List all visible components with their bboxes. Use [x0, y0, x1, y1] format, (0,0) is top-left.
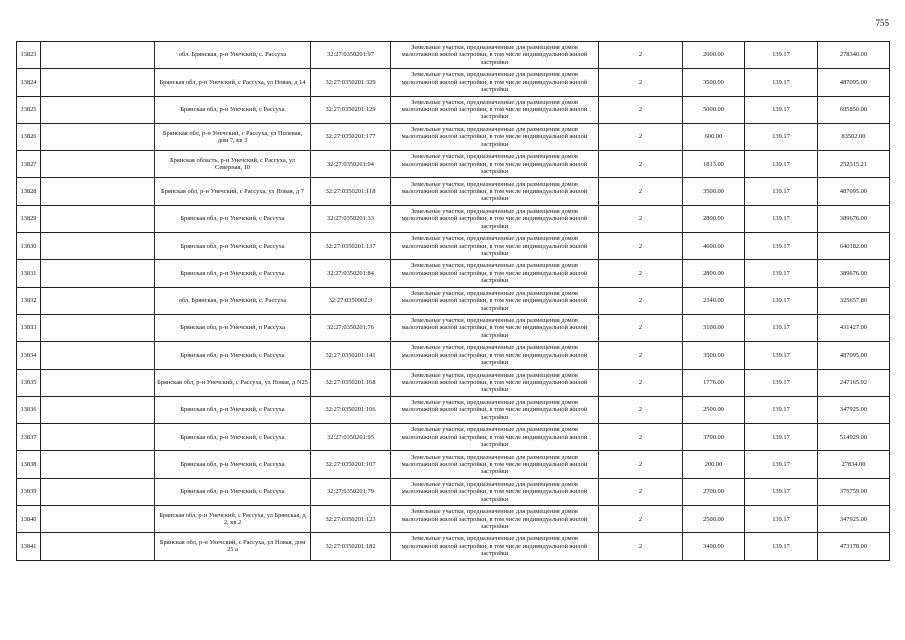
group-cell: 2	[599, 451, 683, 478]
specific-value-cell: 139.17	[745, 96, 818, 123]
cadastral-value-cell: 375759.00	[818, 478, 890, 505]
group-cell: 2	[599, 533, 683, 560]
specific-value-cell: 139.17	[745, 287, 818, 314]
group-cell: 2	[599, 478, 683, 505]
land-use-cell: Земельные участки, предназначенные для размещения домов малоэтажной жилой застройки, в том числе индивидуальной жилой застройки	[391, 205, 599, 232]
row-number-cell: 13826	[17, 123, 41, 150]
row-number-cell: 13829	[17, 205, 41, 232]
address-cell: Брянская обл, р-н Унечский, с Рассуха	[155, 205, 311, 232]
row-number-cell: 13831	[17, 260, 41, 287]
row-number-cell: 13832	[17, 287, 41, 314]
row-number-cell: 13834	[17, 342, 41, 369]
specific-value-cell: 139.17	[745, 506, 818, 533]
table-row	[17, 123, 890, 150]
cadastral-value-cell: 278340.00	[818, 42, 890, 69]
specific-value-cell: 139.17	[745, 42, 818, 69]
group-cell: 2	[599, 96, 683, 123]
group-cell: 2	[599, 178, 683, 205]
table-row	[17, 260, 890, 287]
cadastral-value-cell: 247165.92	[818, 369, 890, 396]
blank-cell	[41, 314, 155, 341]
table-row	[17, 151, 890, 178]
cadastral-number-cell: 32:27:0350201:76	[311, 314, 391, 341]
cadastral-value-cell: 431427.00	[818, 314, 890, 341]
blank-cell	[41, 42, 155, 69]
land-use-cell: Земельные участки, предназначенные для размещения домов малоэтажной жилой застройки, в том числе индивидуальной жилой застройки	[391, 151, 599, 178]
area-cell: 2800.00	[683, 260, 745, 287]
table-row	[17, 396, 890, 423]
area-cell: 2000.00	[683, 42, 745, 69]
row-number-cell: 13836	[17, 396, 41, 423]
land-use-cell: Земельные участки, предназначенные для размещения домов малоэтажной жилой застройки, в том числе индивидуальной жилой застройки	[391, 96, 599, 123]
blank-cell	[41, 533, 155, 560]
specific-value-cell: 139.17	[745, 151, 818, 178]
blank-cell	[41, 342, 155, 369]
row-number-cell: 13827	[17, 151, 41, 178]
land-use-cell: Земельные участки, предназначенные для размещения домов малоэтажной жилой застройки, в том числе индивидуальной жилой застройки	[391, 123, 599, 150]
land-use-cell: Земельные участки, предназначенные для размещения домов малоэтажной жилой застройки, в том числе индивидуальной жилой застройки	[391, 233, 599, 260]
blank-cell	[41, 451, 155, 478]
table-row	[17, 424, 890, 451]
cadastral-value-cell: 389676.00	[818, 205, 890, 232]
area-cell: 2500.00	[683, 506, 745, 533]
cadastral-number-cell: 32:27:0350201:95	[311, 424, 391, 451]
specific-value-cell: 139.17	[745, 233, 818, 260]
area-cell: 1813.00	[683, 151, 745, 178]
registry-body	[17, 42, 890, 561]
cadastral-value-cell: 487095.00	[818, 342, 890, 369]
cadastral-number-cell: 32:27:0350201:33	[311, 205, 391, 232]
table-row	[17, 42, 890, 69]
area-cell: 3700.00	[683, 424, 745, 451]
group-cell: 2	[599, 123, 683, 150]
table-row	[17, 506, 890, 533]
group-cell: 2	[599, 260, 683, 287]
area-cell: 3500.00	[683, 69, 745, 96]
blank-cell	[41, 205, 155, 232]
table-row	[17, 369, 890, 396]
address-cell: Брянская обл, р-н Унечский, с Рассуха, ул Полевая, дом 7, кв 3	[155, 123, 311, 150]
land-use-cell: Земельные участки, предназначенные для размещения домов малоэтажной жилой застройки, в том числе индивидуальной жилой застройки	[391, 369, 599, 396]
cadastral-value-cell: 252315.21	[818, 151, 890, 178]
blank-cell	[41, 260, 155, 287]
area-cell: 3500.00	[683, 178, 745, 205]
blank-cell	[41, 287, 155, 314]
cadastral-number-cell: 32:27:0350201:84	[311, 260, 391, 287]
cadastral-number-cell: 32:27:0350201:123	[311, 506, 391, 533]
area-cell: 3100.00	[683, 314, 745, 341]
area-cell: 200.00	[683, 451, 745, 478]
row-number-cell: 13833	[17, 314, 41, 341]
group-cell: 2	[599, 424, 683, 451]
specific-value-cell: 139.17	[745, 369, 818, 396]
address-cell: Брянская обл, р-н Унечский, с Рассуха	[155, 478, 311, 505]
land-use-cell: Земельные участки, предназначенные для размещения домов малоэтажной жилой застройки, в том числе индивидуальной жилой застройки	[391, 260, 599, 287]
row-number-cell: 13841	[17, 533, 41, 560]
group-cell: 2	[599, 151, 683, 178]
address-cell: Брянская обл, р-н Унечский, с Рассуха	[155, 342, 311, 369]
land-use-cell: Земельные участки, предназначенные для размещения домов малоэтажной жилой застройки, в том числе индивидуальной жилой застройки	[391, 178, 599, 205]
address-cell: Брянская обл, р-н Унечский, с Рассуха	[155, 260, 311, 287]
cadastral-number-cell: 32:27:0350201:182	[311, 533, 391, 560]
area-cell: 1776.00	[683, 369, 745, 396]
table-row	[17, 96, 890, 123]
row-number-cell: 13837	[17, 424, 41, 451]
blank-cell	[41, 478, 155, 505]
address-cell: Брянская обл, р-н Унечский, с Рассуха	[155, 233, 311, 260]
address-cell: Брянская обл, р-н Унечский, с Рассуха, ул Новая, д 7	[155, 178, 311, 205]
row-number-cell: 13839	[17, 478, 41, 505]
address-cell: Брянская обл, р-н Унечский, с Рассуха	[155, 96, 311, 123]
specific-value-cell: 139.17	[745, 396, 818, 423]
area-cell: 4600.00	[683, 233, 745, 260]
address-cell: Брянская обл, р-н Унечский, с Рассуха	[155, 424, 311, 451]
area-cell: 2340.00	[683, 287, 745, 314]
blank-cell	[41, 396, 155, 423]
cadastral-value-cell: 389676.00	[818, 260, 890, 287]
cadastral-value-cell: 27834.00	[818, 451, 890, 478]
specific-value-cell: 139.17	[745, 342, 818, 369]
address-cell: Брянская обл, р-н Унечский, с Рассуха	[155, 396, 311, 423]
land-use-cell: Земельные участки, предназначенные для размещения домов малоэтажной жилой застройки, в том числе индивидуальной жилой застройки	[391, 69, 599, 96]
address-cell: Брянская обл, р-н Унечский, с Рассуха, ул Новая, д 14	[155, 69, 311, 96]
table-row	[17, 178, 890, 205]
specific-value-cell: 139.17	[745, 123, 818, 150]
cadastral-number-cell: 32:27:0350201:168	[311, 369, 391, 396]
specific-value-cell: 139.17	[745, 69, 818, 96]
table-row	[17, 233, 890, 260]
land-use-cell: Земельные участки, предназначенные для размещения домов малоэтажной жилой застройки, в том числе индивидуальной жилой застройки	[391, 533, 599, 560]
cadastral-value-cell: 347925.00	[818, 396, 890, 423]
address-cell: Брянская обл, р-н Унечский, с Рассуха, ул Брянская, д 2, кв 2	[155, 506, 311, 533]
cadastral-number-cell: 32:27:0350201:129	[311, 96, 391, 123]
address-cell: Брянская область, р-н Унечский, с Рассуха, ул Северная, 10	[155, 151, 311, 178]
blank-cell	[41, 178, 155, 205]
group-cell: 2	[599, 314, 683, 341]
land-use-cell: Земельные участки, предназначенные для размещения домов малоэтажной жилой застройки, в том числе индивидуальной жилой застройки	[391, 42, 599, 69]
cadastral-number-cell: 32:27:0350201:94	[311, 151, 391, 178]
table-row	[17, 342, 890, 369]
row-number-cell: 13830	[17, 233, 41, 260]
row-number-cell: 13835	[17, 369, 41, 396]
area-cell: 3400.00	[683, 533, 745, 560]
cadastral-value-cell: 83502.00	[818, 123, 890, 150]
cadastral-value-cell: 347925.00	[818, 506, 890, 533]
blank-cell	[41, 424, 155, 451]
group-cell: 2	[599, 233, 683, 260]
blank-cell	[41, 151, 155, 178]
specific-value-cell: 139.17	[745, 314, 818, 341]
group-cell: 2	[599, 342, 683, 369]
table-row	[17, 287, 890, 314]
cadastral-number-cell: 32:27:0350902:3	[311, 287, 391, 314]
cadastral-number-cell: 32:27:0350201:329	[311, 69, 391, 96]
cadastral-value-cell: 487095.00	[818, 69, 890, 96]
row-number-cell: 13825	[17, 96, 41, 123]
group-cell: 2	[599, 369, 683, 396]
row-number-cell: 13828	[17, 178, 41, 205]
land-use-cell: Земельные участки, предназначенные для размещения домов малоэтажной жилой застройки, в том числе индивидуальной жилой застройки	[391, 314, 599, 341]
cadastral-number-cell: 32:27:0350201:97	[311, 42, 391, 69]
specific-value-cell: 139.17	[745, 205, 818, 232]
row-number-cell: 13838	[17, 451, 41, 478]
blank-cell	[41, 369, 155, 396]
land-use-cell: Земельные участки, предназначенные для размещения домов малоэтажной жилой застройки, в том числе индивидуальной жилой застройки	[391, 396, 599, 423]
blank-cell	[41, 123, 155, 150]
cadastral-number-cell: 32:27:0350201:137	[311, 233, 391, 260]
row-number-cell: 13823	[17, 42, 41, 69]
cadastral-number-cell: 32:27:0350201:118	[311, 178, 391, 205]
table-row	[17, 69, 890, 96]
area-cell: 5000.00	[683, 96, 745, 123]
cadastral-value-cell: 473178.00	[818, 533, 890, 560]
cadastral-value-cell: 514929.00	[818, 424, 890, 451]
cadastral-number-cell: 32:27:0350201:79	[311, 478, 391, 505]
blank-cell	[41, 233, 155, 260]
specific-value-cell: 139.17	[745, 424, 818, 451]
specific-value-cell: 139.17	[745, 478, 818, 505]
cadastral-number-cell: 32:27:0350201:177	[311, 123, 391, 150]
blank-cell	[41, 506, 155, 533]
cadastral-value-cell: 487095.00	[818, 178, 890, 205]
cadastral-value-cell: 695850.00	[818, 96, 890, 123]
cadastral-value-cell: 640182.00	[818, 233, 890, 260]
area-cell: 2800.00	[683, 205, 745, 232]
address-cell: Брянская обл, р-н Унечский, с Рассуха	[155, 451, 311, 478]
area-cell: 3500.00	[683, 342, 745, 369]
group-cell: 2	[599, 287, 683, 314]
cadastral-number-cell: 32:27:0350201:106	[311, 396, 391, 423]
land-use-cell: Земельные участки, предназначенные для размещения домов малоэтажной жилой застройки, в том числе индивидуальной жилой застройки	[391, 478, 599, 505]
group-cell: 2	[599, 205, 683, 232]
specific-value-cell: 139.17	[745, 178, 818, 205]
cadastral-value-cell: 325657.80	[818, 287, 890, 314]
table-row	[17, 205, 890, 232]
specific-value-cell: 139.17	[745, 533, 818, 560]
area-cell: 2500.00	[683, 396, 745, 423]
group-cell: 2	[599, 506, 683, 533]
land-registry-table	[16, 41, 890, 561]
address-cell: Брянская обл, р-н Унечский, с Рассуха, ул Новая, дом 25 а	[155, 533, 311, 560]
cadastral-number-cell: 32:27:0350201:141	[311, 342, 391, 369]
row-number-cell: 13824	[17, 69, 41, 96]
blank-cell	[41, 96, 155, 123]
address-cell: обл. Брянская, р-н Унечский, с. Рассуха	[155, 42, 311, 69]
land-use-cell: Земельные участки, предназначенные для размещения домов малоэтажной жилой застройки, в том числе индивидуальной жилой застройки	[391, 287, 599, 314]
blank-cell	[41, 69, 155, 96]
specific-value-cell: 139.17	[745, 260, 818, 287]
area-cell: 600.00	[683, 123, 745, 150]
table-row	[17, 314, 890, 341]
cadastral-number-cell: 32:27:0350201:107	[311, 451, 391, 478]
land-use-cell: Земельные участки, предназначенные для размещения домов малоэтажной жилой застройки, в том числе индивидуальной жилой застройки	[391, 424, 599, 451]
specific-value-cell: 139.17	[745, 451, 818, 478]
table-row	[17, 451, 890, 478]
group-cell: 2	[599, 69, 683, 96]
address-cell: Брянская обл, р-н Унечский, п Рассуха	[155, 314, 311, 341]
row-number-cell: 13840	[17, 506, 41, 533]
land-use-cell: Земельные участки, предназначенные для размещения домов малоэтажной жилой застройки, в том числе индивидуальной жилой застройки	[391, 342, 599, 369]
table-row	[17, 478, 890, 505]
group-cell: 2	[599, 396, 683, 423]
land-use-cell: Земельные участки, предназначенные для размещения домов малоэтажной жилой застройки, в том числе индивидуальной жилой застройки	[391, 451, 599, 478]
area-cell: 2700.00	[683, 478, 745, 505]
table-row	[17, 533, 890, 560]
land-use-cell: Земельные участки, предназначенные для размещения домов малоэтажной жилой застройки, в том числе индивидуальной жилой застройки	[391, 506, 599, 533]
address-cell: Брянская обл, р-н Унечский, с Рассуха, ул Новая, д N25	[155, 369, 311, 396]
page-number: 755	[875, 18, 889, 28]
group-cell: 2	[599, 42, 683, 69]
address-cell: обл. Брянская, р-н Унечский, с. Рассуха	[155, 287, 311, 314]
